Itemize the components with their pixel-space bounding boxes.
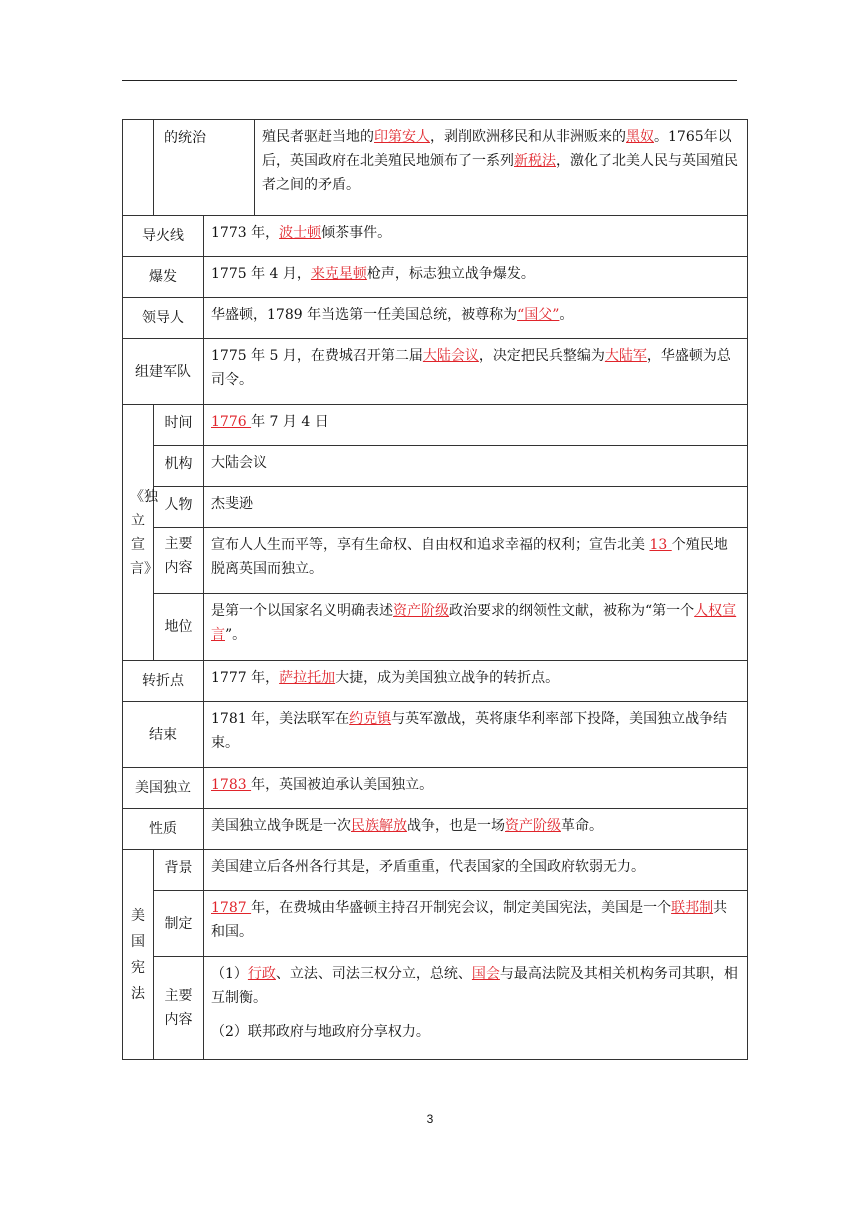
row-label: 导火线 bbox=[123, 216, 204, 257]
keyword: 新税法 bbox=[514, 153, 556, 169]
keyword: “国父” bbox=[517, 307, 560, 323]
keyword: 1776 bbox=[211, 414, 252, 430]
row-content: 杰斐逊 bbox=[204, 487, 748, 528]
sub-label: 时间 bbox=[154, 405, 204, 446]
keyword: 波士顿 bbox=[279, 225, 322, 241]
row-content: 1783 年，英国被迫承认美国独立。 bbox=[204, 768, 748, 809]
keyword: 国会 bbox=[471, 966, 500, 982]
row-content: 1775 年 5 月，在费城召开第二届大陆会议，决定把民兵整编为大陆军，华盛顿为总司令。 bbox=[204, 339, 748, 405]
table-row bbox=[123, 487, 748, 528]
table-row bbox=[123, 216, 748, 257]
keyword: 黑奴 bbox=[626, 129, 654, 145]
sub-label: 背景 bbox=[154, 850, 204, 891]
keyword: 人权宣言 bbox=[211, 603, 737, 643]
row-content: 1776 年 7 月 4 日 bbox=[204, 405, 748, 446]
row-content: 华盛顿，1789 年当选第一任美国总统，被尊称为“国父”。 bbox=[204, 298, 748, 339]
keyword: 民族解放 bbox=[351, 818, 407, 834]
keyword: 大陆会议 bbox=[422, 348, 479, 364]
row-content: 美国独立战争既是一次民族解放战争，也是一场资产阶级革命。 bbox=[204, 809, 748, 850]
sub-label: 主要内容 bbox=[154, 957, 204, 1060]
row-content: 1777 年，萨拉托加大捷，成为美国独立战争的转折点。 bbox=[204, 661, 748, 702]
table-row bbox=[123, 339, 748, 405]
row-label: 爆发 bbox=[123, 257, 204, 298]
keyword: 13 bbox=[649, 537, 672, 553]
row-label: 领导人 bbox=[123, 298, 204, 339]
table-row bbox=[123, 446, 748, 487]
table-row bbox=[123, 405, 748, 446]
constitution-group-label: 美国宪法 bbox=[123, 850, 154, 1060]
keyword: 来克星顿 bbox=[310, 266, 367, 282]
table-row bbox=[123, 891, 748, 957]
sub-label: 主要内容 bbox=[154, 528, 204, 594]
table-row bbox=[123, 298, 748, 339]
row-label: 的统治 bbox=[154, 120, 255, 216]
row-label: 性质 bbox=[123, 809, 204, 850]
paragraph: （2）联邦政府与地政府分享权力。 bbox=[211, 1024, 430, 1040]
keyword: 印第安人 bbox=[374, 129, 430, 145]
table-row bbox=[123, 809, 748, 850]
table-row bbox=[123, 850, 748, 891]
table-row bbox=[123, 257, 748, 298]
history-table bbox=[122, 119, 748, 1060]
header-rule bbox=[122, 80, 737, 81]
row-content bbox=[204, 957, 748, 1060]
row-label: 结束 bbox=[123, 702, 204, 768]
row-content: 1775 年 4 月，来克星顿枪声，标志独立战争爆发。 bbox=[204, 257, 748, 298]
keyword: 约克镇 bbox=[349, 711, 392, 727]
row-content: 美国建立后各州各行其是，矛盾重重，代表国家的全国政府软弱无力。 bbox=[204, 850, 748, 891]
sub-label: 地位 bbox=[154, 594, 204, 661]
paragraph: （1）行政、立法、司法三权分立，总统、国会与最高法院及其相关机构务司其职，相互制衡。 bbox=[211, 966, 738, 1006]
row-content: 1773 年，波士顿倾茶事件。 bbox=[204, 216, 748, 257]
keyword: 大陆军 bbox=[604, 348, 647, 364]
table-row bbox=[123, 957, 748, 1060]
blank-cell bbox=[123, 120, 154, 216]
keyword: 联邦制 bbox=[671, 900, 714, 916]
row-content: 1787 年，在费城由华盛顿主持召开制宪会议，制定美国宪法，美国是一个联邦制共和国。 bbox=[204, 891, 748, 957]
keyword: 资产阶级 bbox=[505, 818, 561, 834]
row-label: 组建军队 bbox=[123, 339, 204, 405]
sub-label: 机构 bbox=[154, 446, 204, 487]
keyword: 1783 bbox=[211, 777, 252, 793]
declaration-group-label: 《独立宣言》 bbox=[123, 405, 154, 661]
keyword: 行政 bbox=[247, 966, 276, 982]
sub-label: 制定 bbox=[154, 891, 204, 957]
table-row bbox=[123, 528, 748, 594]
row-content: 殖民者驱赶当地的印第安人，剥削欧洲移民和从非洲贩来的黑奴。1765年以后，英国政府在北美殖民地颁布了一系列新税法，激化了北美人民与英国殖民者之间的矛盾。 bbox=[255, 120, 748, 216]
row-content: 是第一个以国家名义明确表述资产阶级政治要求的纲领性文献，被称为“第一个人权宣言”。 bbox=[204, 594, 748, 661]
keyword: 萨拉托加 bbox=[279, 670, 336, 686]
table-row bbox=[123, 768, 748, 809]
keyword: 资产阶级 bbox=[393, 603, 449, 619]
page-number: 3 bbox=[426, 1112, 434, 1126]
row-label: 转折点 bbox=[123, 661, 204, 702]
table-row bbox=[123, 661, 748, 702]
row-content: 宣布人人生而平等，享有生命权、自由权和追求幸福的权利；宣告北美 13 个殖民地脱离英国而独立。 bbox=[204, 528, 748, 594]
row-content: 1781 年，美法联军在约克镇与英军激战，英将康华利率部下投降，美国独立战争结束。 bbox=[204, 702, 748, 768]
row-label: 美国独立 bbox=[123, 768, 204, 809]
table-row bbox=[123, 702, 748, 768]
keyword: 1787 bbox=[211, 900, 252, 916]
sub-label: 人物 bbox=[154, 487, 204, 528]
table-row bbox=[123, 594, 748, 661]
row-content: 大陆会议 bbox=[204, 446, 748, 487]
table-row bbox=[123, 120, 748, 216]
